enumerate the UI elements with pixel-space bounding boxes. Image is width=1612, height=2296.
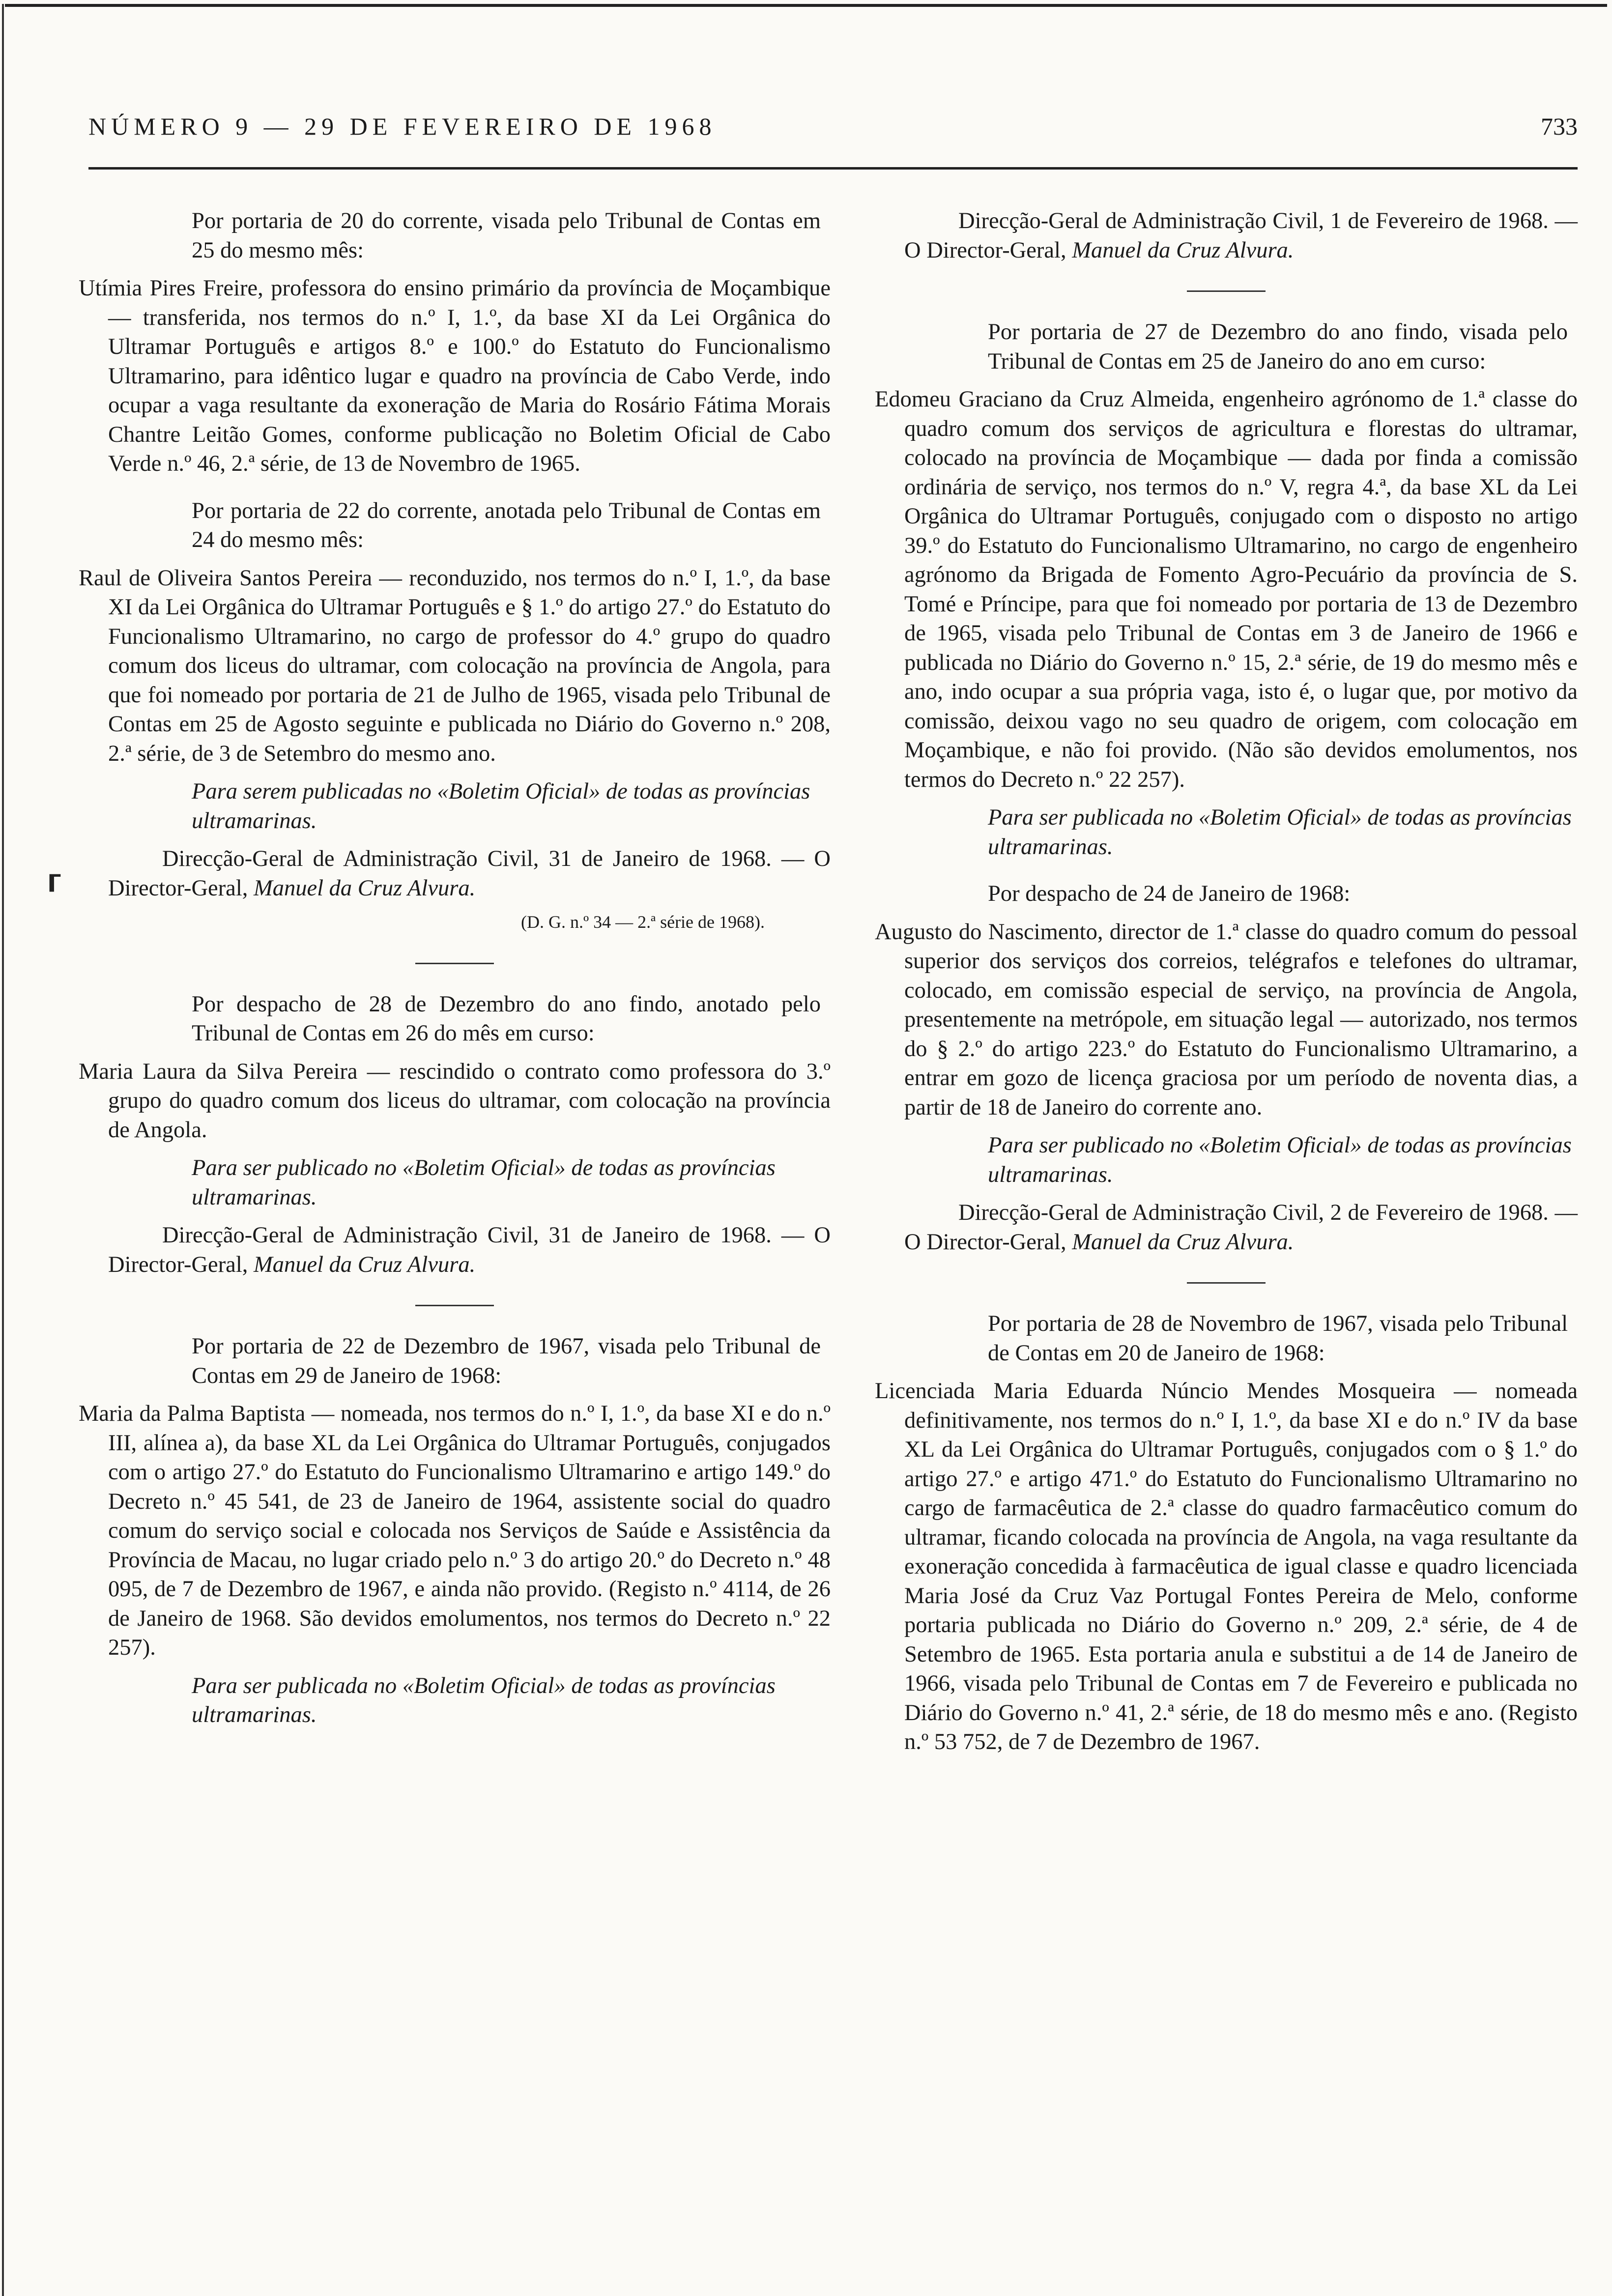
signoff-text: Direcção-Geral de Administração Civil, 31 de Janeiro de 1968. — O Director-Geral, (108, 1223, 831, 1277)
section-separator (1187, 1282, 1266, 1284)
appointment-entry: Raul de Oliveira Santos Pereira — reconduzido, nos termos do n.º I, 1.º, da base XI da Lei Orgânica do Ultramar Português e § 1.º do artigo 27.º do Estatuto do Funcionalismo Ultramarino, no cargo de professor do 4.º grupo do quadro comum dos liceus do ultramar, com colocação na província de Angola, para que foi nomeado por portaria de 21 de Julho de 1965, visada pelo Tribunal de Contas em 25 de Agosto seguinte e publicada no Diário do Governo n.º 208, 2.ª série, de 3 de Setembro do mesmo ano. (79, 565, 831, 766)
section-separator (415, 1305, 494, 1306)
signoff (79, 844, 831, 903)
signatory-name: Manuel da Cruz Alvura. (253, 1252, 476, 1277)
section-intro: Por despacho de 24 de Janeiro de 1968: (988, 881, 1351, 906)
right-column (875, 206, 1578, 1757)
signoff-text: Direcção-Geral de Administração Civil, 2 de Fevereiro de 1968. — O Director-Geral, (904, 1200, 1578, 1255)
left-column (79, 206, 831, 1730)
publication-note: Para serem publicadas no «Boletim Oficial» de todas as províncias ultramarinas. (192, 779, 810, 833)
issue-title: NÚMERO 9 — 29 DE FEVEREIRO DE 1968 (88, 113, 717, 140)
reference-note: (D. G. n.º 34 — 2.ª série de 1968). (521, 912, 765, 932)
margin-mark: ⸢ (45, 868, 65, 922)
publication-note: Para ser publicado no «Boletim Oficial» de todas as províncias ultramarinas. (192, 1155, 776, 1210)
section-intro: Por portaria de 28 de Novembro de 1967, visada pelo Tribunal de Contas em 20 de Janeiro de 1968: (988, 1311, 1568, 1366)
appointment-entry: Maria Laura da Silva Pereira — rescindido o contrato como professora do 3.º grupo do quadro comum dos liceus do ultramar, com colocação na província de Angola. (79, 1059, 831, 1143)
left-border-rule (2, 4, 4, 2296)
appointment-entry: Maria da Palma Baptista — nomeada, nos termos do n.º I, 1.º, da base XI e do n.º III, alínea a), da base XL da Lei Orgânica do Ultramar Português, conjugados com o artigo 27.º do Estatuto do Funcionalismo Ultramarino e artigo 149.º do Decreto n.º 45 541, de 23 de Janeiro de 1964, assistente social do quadro comum do serviço social e colocada nos Serviços de Saúde e Assistência da Província de Macau, no lugar criado pelo n.º 3 do artigo 20.º do Decreto n.º 48 095, de 7 de Dezembro de 1967, e ainda não provido. (Registo n.º 4114, de 26 de Janeiro de 1968. São devidos emolumentos, nos termos do Decreto n.º 22 257). (79, 1401, 831, 1660)
publication-note: Para ser publicada no «Boletim Oficial» de todas as províncias ultramarinas. (988, 805, 1572, 860)
signatory-name: Manuel da Cruz Alvura. (1072, 1229, 1294, 1255)
section-separator (415, 963, 494, 964)
signoff-text: Direcção-Geral de Administração Civil, 31 de Janeiro de 1968. — O Director-Geral, (108, 846, 831, 901)
header-rule (88, 167, 1578, 170)
top-border-rule (5, 4, 1607, 7)
appointment-entry: Augusto do Nascimento, director de 1.ª classe do quadro comum do pessoal superior dos serviços dos correios, telégrafos e telefones do ultramar, colocado, em comissão especial de serviço, na província de Angola, presentemente na metrópole, em situação legal — autorizado, nos termos do § 2.º do artigo 223.º do Estatuto do Funcionalismo Ultramarino, a entrar em gozo de licença graciosa por um período de noventa dias, a partir de 18 de Janeiro do corrente ano. (875, 919, 1578, 1120)
appointment-entry: Utímia Pires Freire, professora do ensino primário da província de Moçambique — transferida, nos termos do n.º I, 1.º, da base XI da Lei Orgânica do Ultramar Português e artigos 8.º e 100.º do Estatuto do Funcionalismo Ultramarino, para idêntico lugar e quadro na província de Cabo Verde, indo ocupar a vaga resultante da exoneração de Maria do Rosário Fátima Morais Chantre Leitão Gomes, conforme publicação no Boletim Oficial de Cabo Verde n.º 46, 2.ª série, de 13 de Novembro de 1965. (79, 276, 831, 476)
publication-note: Para ser publicada no «Boletim Oficial» de todas as províncias ultramarinas. (192, 1673, 776, 1727)
publication-note: Para ser publicado no «Boletim Oficial» de todas as províncias ultramarinas. (988, 1133, 1572, 1187)
section-intro: Por portaria de 22 de Dezembro de 1967, visada pelo Tribunal de Contas em 29 de Janeiro de 1968: (192, 1334, 821, 1388)
section-intro: Por portaria de 20 do corrente, visada pelo Tribunal de Contas em 25 do mesmo mês: (192, 208, 821, 263)
signatory-name: Manuel da Cruz Alvura. (253, 875, 476, 901)
page-number: 733 (1541, 113, 1578, 140)
page-header (88, 112, 1578, 146)
appointment-entry: Licenciada Maria Eduarda Núncio Mendes Mosqueira — nomeada definitivamente, nos termos do n.º I, 1.º, da base XI e do n.º IV da base XL da Lei Orgânica do Ultramar Português, conjugados com o § 1.º do artigo 27.º e artigo 471.º do Estatuto do Funcionalismo Ultramarino no cargo de farmacêutica de 2.ª classe do quadro farmacêutico comum do ultramar, ficando colocada na província de Angola, na vaga resultante da exoneração concedida à farmacêutica de igual classe e quadro licenciada Maria José da Cruz Vaz Portugal Fontes Pereira de Melo, conforme portaria publicada no Diário do Governo n.º 209, 2.ª série, de 4 de Setembro de 1965. Esta portaria anula e substitui a de 14 de Janeiro de 1966, visada pelo Tribunal de Contas em 7 de Fevereiro e publicada no Diário do Governo n.º 41, 2.ª série, de 18 do mesmo mês e ano. (Registo n.º 53 752, de 7 de Dezembro de 1967. (875, 1378, 1578, 1754)
section-intro: Por portaria de 22 do corrente, anotada pelo Tribunal de Contas em 24 do mesmo mês: (192, 498, 821, 552)
section-separator (1187, 290, 1266, 292)
signatory-name: Manuel da Cruz Alvura. (1072, 237, 1294, 263)
signoff (875, 1198, 1578, 1257)
signoff (875, 206, 1578, 265)
signoff (79, 1221, 831, 1279)
section-intro: Por despacho de 28 de Dezembro do ano findo, anotado pelo Tribunal de Contas em 26 do mês em curso: (192, 991, 821, 1046)
section-intro: Por portaria de 27 de Dezembro do ano findo, visada pelo Tribunal de Contas em 25 de Janeiro do ano em curso: (988, 319, 1568, 374)
appointment-entry: Edomeu Graciano da Cruz Almeida, engenheiro agrónomo de 1.ª classe do quadro comum dos serviços de agricultura e florestas do ultramar, colocado na província de Moçambique — dada por finda a comissão ordinária de serviço, nos termos do n.º V, regra 4.ª, da base XL da Lei Orgânica do Ultramar Português, conjugado com o disposto no artigo 39.º do Estatuto do Funcionalismo Ultramarino, no cargo de engenheiro agrónomo da Brigada de Fomento Agro-Pecuário da província de S. Tomé e Príncipe, para que foi nomeado por portaria de 13 de Dezembro de 1965, visada pelo Tribunal de Contas em 3 de Janeiro de 1966 e publicada no Diário do Governo n.º 15, 2.ª série, de 19 do mesmo mês e ano, indo ocupar a sua própria vaga, isto é, o lugar que, por motivo da comissão, deixou vago no seu quadro de origem, com colocação em Moçambique, e não foi provido. (Não são devidos emolumentos, nos termos do Decreto n.º 22 257). (875, 387, 1578, 792)
signoff-text: Direcção-Geral de Administração Civil, 1 de Fevereiro de 1968. — O Director-Geral, (904, 208, 1578, 263)
